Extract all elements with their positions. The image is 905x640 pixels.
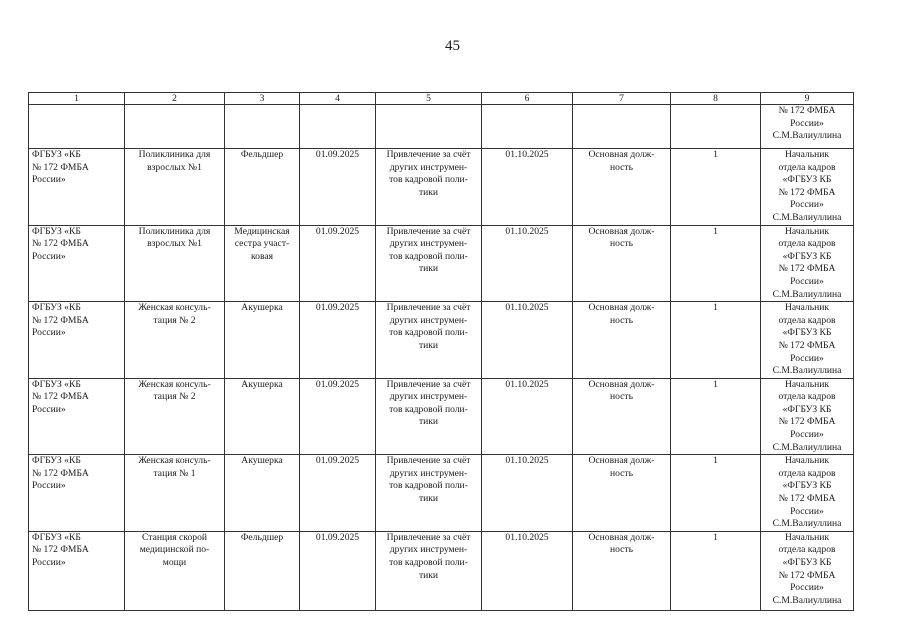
contact-line: «ФГБУЗ КБ [782,327,832,339]
method-cell [376,378,482,455]
org-line: № 172 ФМБА [32,544,89,556]
contact-line: С.М.Валиуллина [772,130,842,142]
method-line: Привлечение за счёт [386,149,471,160]
column-number: 6 [482,93,573,105]
contact-line: № 172 ФМБА [778,186,836,198]
method-line: Привлечение за счёт [386,225,471,237]
contact-line: отдела кадров [778,161,836,173]
method-line: тики [418,186,439,198]
count-cell: 1 [671,455,761,532]
contact-line: отдела кадров [778,544,836,556]
position-type-line: ность [610,238,633,250]
org-line: ФГБУЗ «КБ [32,302,81,314]
contact-line: «ФГБУЗ КБ [782,480,832,492]
position-line: Медицинская [234,225,290,237]
method-cell [376,455,482,532]
contact-line: № 172 ФМБА [778,105,836,116]
unit-line: медицинской по- [139,544,210,556]
unit-line: взрослых №1 [147,161,202,173]
org-line: № 172 ФМБА [32,314,89,326]
position-type-cell [573,149,671,226]
end-date-cell: 01.10.2025 [482,531,573,610]
contact-line: С.М.Валиуллина [772,594,842,606]
position-type-line: Основная долж- [588,302,655,314]
position-line: Фельдшер [240,149,284,160]
unit-line: взрослых №1 [147,238,202,250]
start-date-cell: 01.09.2025 [300,378,376,455]
position-type-line: Основная долж- [588,455,655,467]
contact-cell [761,149,854,226]
contact-line: С.М.Валиуллина [772,518,842,530]
unit-line: Женская консуль- [138,378,211,390]
contact-cell [761,378,854,455]
contact-cell [761,225,854,302]
unit-line: Станция скорой [141,531,207,543]
method-line: тов кадровой поли- [389,557,468,568]
contact-cell [761,105,854,149]
unit-line: тация № 1 [153,467,196,479]
org-line: № 172 ФМБА [32,238,89,250]
column-number-row [29,93,854,105]
start-date-cell: 01.09.2025 [300,455,376,532]
contact-line: «ФГБУЗ КБ [782,250,832,262]
unit-line: Поликлиника для [138,149,211,160]
position-type-line: ность [610,544,633,556]
org-line: № 172 ФМБА [32,391,89,403]
start-date-cell: 01.09.2025 [300,149,376,226]
contact-line: С.М.Валиуллина [772,211,842,223]
position-line: сестра участ- [234,238,290,250]
position-line: Акушерка [241,302,283,314]
org-line: ФГБУЗ «КБ [32,378,81,390]
vacancy-table [28,92,854,611]
end-date-cell: 01.10.2025 [482,149,573,226]
unit-cell [125,225,225,302]
method-line: тики [418,416,439,428]
column-number: 8 [671,93,761,105]
org-line: ФГБУЗ «КБ [32,149,81,160]
org-cell [29,149,125,226]
column-number: 7 [573,93,671,105]
contact-line: Начальник [784,302,830,314]
method-cell [376,149,482,226]
method-line: тов кадровой поли- [389,174,468,186]
position-type-line: Основная долж- [588,378,655,390]
contact-line: № 172 ФМБА [778,339,836,351]
unit-cell [125,302,225,379]
count-cell: 1 [671,225,761,302]
contact-line: № 172 ФМБА [778,263,836,275]
contact-line: России» [790,582,824,594]
method-line: других инструмен- [389,544,468,556]
table-row [29,531,854,610]
position-type-cell [573,378,671,455]
position-cell [225,378,300,455]
method-line: Привлечение за счёт [386,378,471,390]
method-line: тики [418,339,439,351]
unit-cell [125,378,225,455]
count-cell: 1 [671,149,761,226]
method-line: тики [418,493,439,505]
contact-line: Начальник [784,378,830,390]
count-cell: 1 [671,302,761,379]
contact-line: Начальник [784,531,830,543]
contact-line: С.М.Валиуллина [772,365,842,377]
method-cell [376,225,482,302]
method-line: тики [418,263,439,275]
position-type-line: Основная долж- [588,531,655,543]
method-line: тики [418,569,439,581]
contact-line: России» [790,505,824,517]
method-line: Привлечение за счёт [386,455,471,467]
org-cell [29,455,125,532]
position-cell [225,302,300,379]
org-line: России» [32,403,66,415]
contact-line: отдела кадров [778,314,836,326]
contact-line: России» [790,117,824,129]
position-type-line: ность [610,467,633,479]
position-type-cell [573,455,671,532]
start-date-cell: 01.09.2025 [300,225,376,302]
count-cell: 1 [671,378,761,455]
contact-cell [761,302,854,379]
contact-line: России» [790,352,824,364]
org-line: ФГБУЗ «КБ [32,531,81,543]
table-row [29,302,854,379]
position-type-line: Основная долж- [588,225,655,237]
end-date-cell: 01.10.2025 [482,302,573,379]
table-row [29,149,854,226]
org-line: России» [32,480,66,492]
unit-cell [125,149,225,226]
position-line: ковая [250,250,274,262]
count-cell: 1 [671,531,761,610]
unit-cell [125,531,225,610]
contact-line: Начальник [784,149,830,160]
continuation-row [29,105,854,149]
column-number: 1 [29,93,125,105]
position-line: Фельдшер [240,531,284,543]
method-cell [376,302,482,379]
org-line: России» [32,327,66,339]
column-number: 4 [300,93,376,105]
method-line: других инструмен- [389,314,468,326]
method-line: Привлечение за счёт [386,531,471,543]
contact-line: «ФГБУЗ КБ [782,557,832,568]
page-number: 45 [445,38,460,54]
start-date-cell: 01.09.2025 [300,302,376,379]
method-line: тов кадровой поли- [389,250,468,262]
contact-line: отдела кадров [778,238,836,250]
position-type-cell [573,225,671,302]
contact-line: № 172 ФМБА [778,493,836,505]
table-row [29,455,854,532]
unit-line: Женская консуль- [138,302,211,314]
contact-line: России» [790,429,824,441]
method-line: других инструмен- [389,467,468,479]
contact-line: России» [790,275,824,287]
org-cell [29,378,125,455]
org-cell [29,225,125,302]
unit-line: тация № 2 [153,391,196,403]
org-cell [29,531,125,610]
position-cell [225,455,300,532]
method-line: других инструмен- [389,238,468,250]
contact-cell [761,531,854,610]
position-line: Акушерка [241,378,283,390]
end-date-cell: 01.10.2025 [482,455,573,532]
position-type-cell [573,531,671,610]
table-row [29,378,854,455]
column-number: 9 [761,93,854,105]
method-line: других инструмен- [389,391,468,403]
org-line: № 172 ФМБА [32,161,89,173]
position-type-cell [573,302,671,379]
org-cell [29,302,125,379]
contact-line: С.М.Валиуллина [772,288,842,300]
unit-line: Поликлиника для [138,225,211,237]
contact-line: Начальник [784,225,830,237]
position-type-line: ность [610,314,633,326]
unit-line: мощи [162,557,187,568]
method-line: тов кадровой поли- [389,403,468,415]
unit-line: тация № 2 [153,314,196,326]
contact-line: № 172 ФМБА [778,569,836,581]
method-line: тов кадровой поли- [389,480,468,492]
contact-line: «ФГБУЗ КБ [782,403,832,415]
contact-line: Начальник [784,455,830,467]
contact-cell [761,455,854,532]
unit-cell [125,455,225,532]
column-number: 2 [125,93,225,105]
org-line: России» [32,250,66,262]
position-type-line: ность [610,391,633,403]
contact-line: отдела кадров [778,391,836,403]
position-cell [225,225,300,302]
position-cell [225,531,300,610]
method-line: других инструмен- [389,161,468,173]
method-cell [376,531,482,610]
table-row [29,225,854,302]
contact-line: России» [790,199,824,211]
end-date-cell: 01.10.2025 [482,378,573,455]
unit-line: Женская консуль- [138,455,211,467]
position-type-line: Основная долж- [588,149,655,160]
contact-line: С.М.Валиуллина [772,441,842,453]
position-line: Акушерка [241,455,283,467]
contact-line: «ФГБУЗ КБ [782,174,832,186]
column-number: 5 [376,93,482,105]
position-type-line: ность [610,161,633,173]
org-line: ФГБУЗ «КБ [32,225,81,237]
position-cell [225,149,300,226]
method-line: тов кадровой поли- [389,327,468,339]
start-date-cell: 01.09.2025 [300,531,376,610]
method-line: Привлечение за счёт [386,302,471,314]
org-line: ФГБУЗ «КБ [32,455,81,467]
org-line: № 172 ФМБА [32,467,89,479]
org-line: России» [32,174,66,186]
org-line: России» [32,557,66,568]
end-date-cell: 01.10.2025 [482,225,573,302]
contact-line: № 172 ФМБА [778,416,836,428]
column-number: 3 [225,93,300,105]
contact-line: отдела кадров [778,467,836,479]
